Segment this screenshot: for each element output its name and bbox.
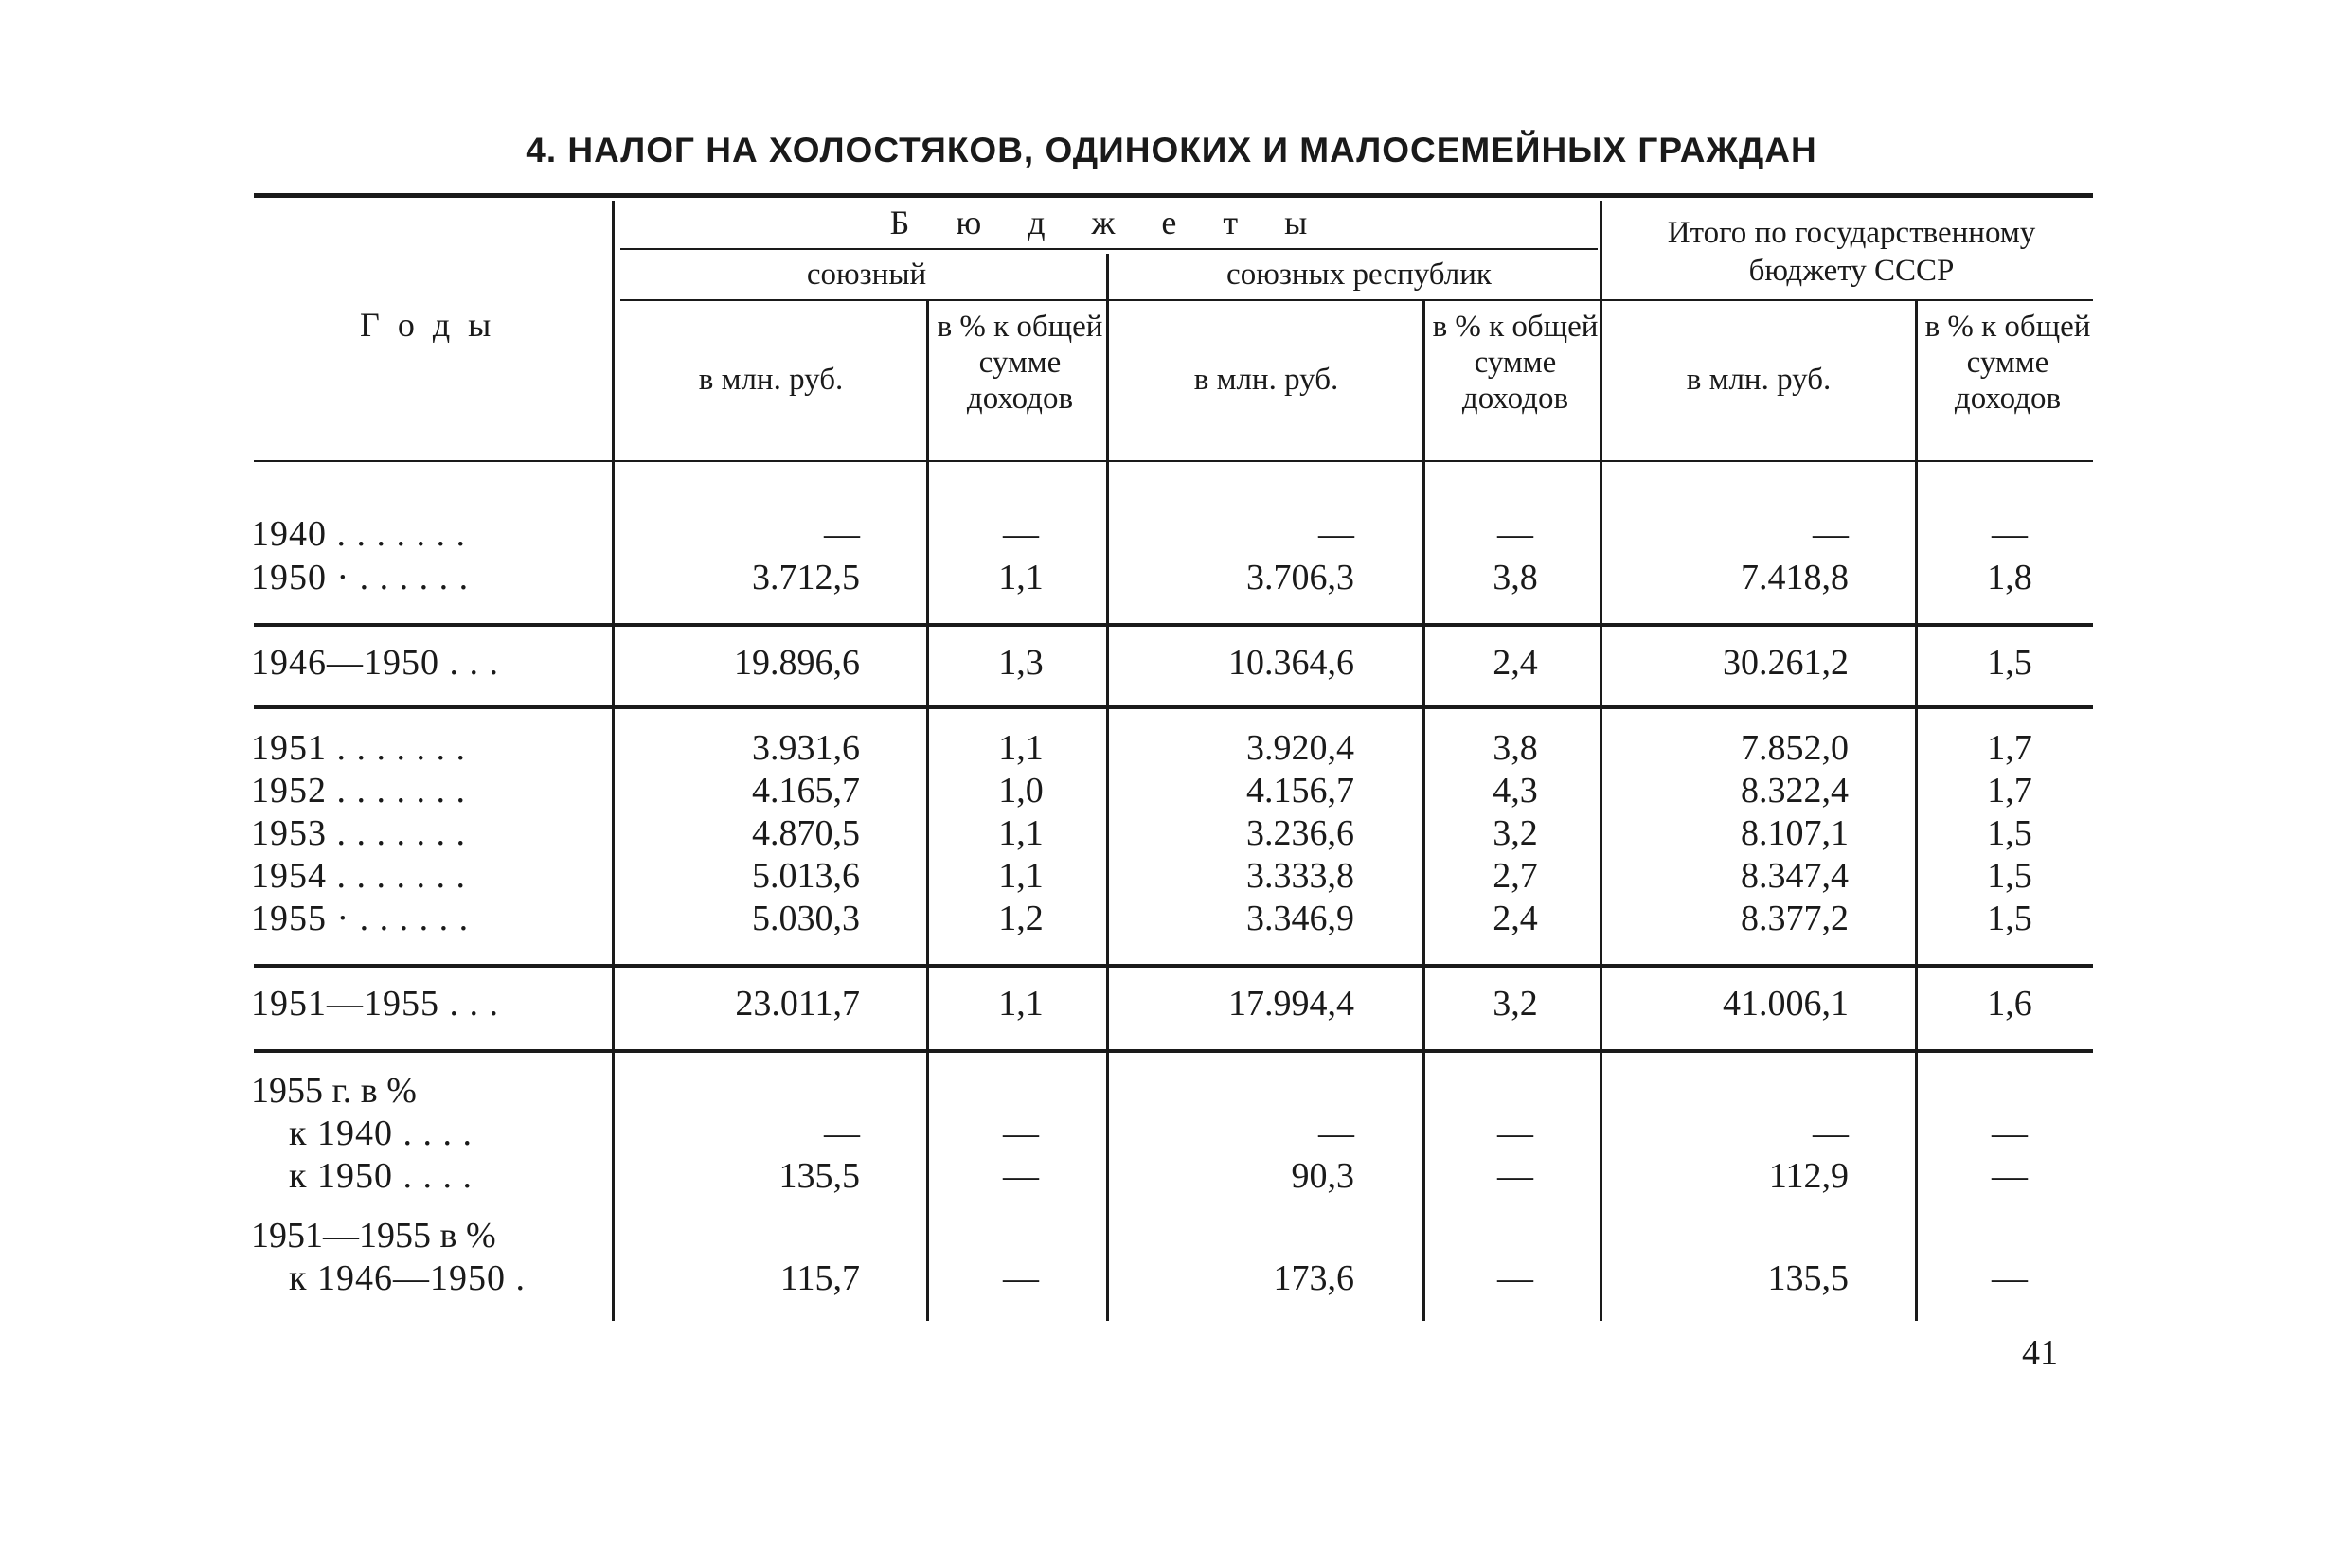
section-rule-1 bbox=[254, 623, 2093, 627]
header-republics-mln: в млн. руб. bbox=[1193, 363, 1339, 397]
table-cell: — bbox=[1813, 1114, 1849, 1153]
budgets-underline bbox=[620, 248, 1598, 250]
header-bottom-rule bbox=[254, 460, 2093, 462]
header-union-pct: в % к общей сумме доходов bbox=[937, 310, 1103, 416]
section-rule-4 bbox=[254, 1049, 2093, 1053]
table-cell: 1,2 bbox=[998, 899, 1044, 938]
group-label-1951-1955: 1951—1955 в % bbox=[251, 1216, 496, 1256]
table-cell: 1,7 bbox=[1987, 771, 2032, 811]
row-year-label: к 1950 . . . . bbox=[289, 1156, 473, 1196]
row-year-label: 1946—1950 . . . bbox=[251, 643, 499, 683]
table-cell: — bbox=[1003, 1258, 1039, 1298]
row-year-label: 1952 . . . . . . . bbox=[251, 771, 466, 811]
table-cell: 3.920,4 bbox=[1246, 728, 1354, 768]
table-cell: — bbox=[1318, 514, 1354, 554]
table-cell: 41.006,1 bbox=[1723, 984, 1849, 1024]
table-cell: 8.377,2 bbox=[1741, 899, 1849, 938]
col-divider-republics-pct bbox=[1422, 301, 1425, 1321]
table-cell: — bbox=[1992, 514, 2028, 554]
table-cell: 4.156,7 bbox=[1246, 771, 1354, 811]
header-republics: союзных республик bbox=[1226, 258, 1492, 292]
table-title: 4. НАЛОГ НА ХОЛОСТЯКОВ, ОДИНОКИХ И МАЛОСЕМЕЙНЫХ ГРАЖДАН bbox=[526, 131, 1817, 169]
table-cell: — bbox=[1497, 1114, 1533, 1153]
header-years: Г о д ы bbox=[360, 306, 496, 344]
header-total: Итого по государственному бюджету СССР bbox=[1667, 216, 2036, 288]
table-cell: 8.347,4 bbox=[1741, 856, 1849, 896]
table-cell: 2,4 bbox=[1493, 643, 1538, 683]
row-year-label: 1951—1955 . . . bbox=[251, 984, 499, 1024]
table-cell: 3.712,5 bbox=[752, 558, 860, 597]
subheader-rule bbox=[620, 299, 2093, 301]
table-cell: 3,2 bbox=[1493, 813, 1538, 853]
table-cell: 2,7 bbox=[1493, 856, 1538, 896]
table-cell: 19.896,6 bbox=[734, 643, 860, 683]
page-number: 41 bbox=[2022, 1333, 2058, 1373]
row-year-label: 1953 . . . . . . . bbox=[251, 813, 466, 853]
table-cell: 1,1 bbox=[998, 813, 1044, 853]
table-cell: 8.322,4 bbox=[1741, 771, 1849, 811]
table-cell: 1,1 bbox=[998, 728, 1044, 768]
table-cell: 1,3 bbox=[998, 643, 1044, 683]
table-cell: 1,5 bbox=[1987, 813, 2032, 853]
row-year-label: 1954 . . . . . . . bbox=[251, 856, 466, 896]
table-cell: 17.994,4 bbox=[1228, 984, 1354, 1024]
table-cell: 4.870,5 bbox=[752, 813, 860, 853]
table-cell: 4.165,7 bbox=[752, 771, 860, 811]
table-cell: — bbox=[1003, 1156, 1039, 1196]
table-cell: — bbox=[1992, 1114, 2028, 1153]
table-cell: 3.706,3 bbox=[1246, 558, 1354, 597]
table-cell: 1,7 bbox=[1987, 728, 2032, 768]
header-republics-pct: в % к общей сумме доходов bbox=[1432, 310, 1599, 416]
row-year-label: к 1940 . . . . bbox=[289, 1114, 473, 1153]
header-budgets: Б ю д ж е т ы bbox=[889, 204, 1327, 241]
header-union: союзный bbox=[806, 258, 927, 292]
row-year-label: 1955 · . . . . . . bbox=[251, 899, 470, 938]
table-cell: 1,1 bbox=[998, 984, 1044, 1024]
table-cell: 3.236,6 bbox=[1246, 813, 1354, 853]
table-cell: 4,3 bbox=[1493, 771, 1538, 811]
top-rule bbox=[254, 193, 2093, 198]
table-cell: 90,3 bbox=[1291, 1156, 1354, 1196]
table-cell: 135,5 bbox=[1767, 1258, 1849, 1298]
row-year-label: 1940 . . . . . . . bbox=[251, 514, 466, 554]
table-cell: 23.011,7 bbox=[735, 984, 860, 1024]
table-cell: 3,8 bbox=[1493, 558, 1538, 597]
table-cell: 1,0 bbox=[998, 771, 1044, 811]
col-divider-total-pct bbox=[1915, 301, 1918, 1321]
table-cell: — bbox=[824, 514, 860, 554]
table-cell: 1,1 bbox=[998, 558, 1044, 597]
header-total-pct: в % к общей сумме доходов bbox=[1924, 310, 2091, 416]
table-cell: 1,1 bbox=[998, 856, 1044, 896]
table-cell: 30.261,2 bbox=[1723, 643, 1849, 683]
table-cell: 5.013,6 bbox=[752, 856, 860, 896]
table-cell: 112,9 bbox=[1768, 1156, 1849, 1196]
table-cell: 8.107,1 bbox=[1741, 813, 1849, 853]
table-cell: — bbox=[1497, 514, 1533, 554]
table-cell: 1,8 bbox=[1987, 558, 2032, 597]
table-cell: 7.418,8 bbox=[1741, 558, 1849, 597]
table-cell: 1,5 bbox=[1987, 643, 2032, 683]
table-cell: 173,6 bbox=[1273, 1258, 1354, 1298]
row-year-label: к 1946—1950 . bbox=[289, 1258, 526, 1298]
section-rule-3 bbox=[254, 964, 2093, 968]
table-cell: 5.030,3 bbox=[752, 899, 860, 938]
table-cell: 3.931,6 bbox=[752, 728, 860, 768]
table-cell: 7.852,0 bbox=[1741, 728, 1849, 768]
table-cell: — bbox=[1003, 514, 1039, 554]
table-cell: 3,2 bbox=[1493, 984, 1538, 1024]
section-rule-2 bbox=[254, 705, 2093, 709]
table-cell: 1,5 bbox=[1987, 856, 2032, 896]
table-cell: — bbox=[1318, 1114, 1354, 1153]
header-union-mln: в млн. руб. bbox=[698, 363, 844, 397]
col-divider-union-pct bbox=[926, 301, 929, 1321]
table-cell: — bbox=[1813, 514, 1849, 554]
table-cell: — bbox=[824, 1114, 860, 1153]
table-cell: — bbox=[1992, 1156, 2028, 1196]
table-cell: — bbox=[1497, 1258, 1533, 1298]
table-cell: — bbox=[1003, 1114, 1039, 1153]
table-cell: — bbox=[1992, 1258, 2028, 1298]
table-cell: 1,5 bbox=[1987, 899, 2032, 938]
table-cell: 3.346,9 bbox=[1246, 899, 1354, 938]
table-cell: 1,6 bbox=[1987, 984, 2032, 1024]
table-cell: 2,4 bbox=[1493, 899, 1538, 938]
table-cell: 10.364,6 bbox=[1228, 643, 1354, 683]
header-total-mln: в млн. руб. bbox=[1686, 363, 1832, 397]
table-cell: 3.333,8 bbox=[1246, 856, 1354, 896]
group-label-1955: 1955 г. в % bbox=[251, 1071, 417, 1111]
table-cell: 135,5 bbox=[778, 1156, 860, 1196]
row-year-label: 1950 · . . . . . . bbox=[251, 558, 470, 597]
table-cell: — bbox=[1497, 1156, 1533, 1196]
table-cell: 3,8 bbox=[1493, 728, 1538, 768]
table-cell: 115,7 bbox=[779, 1258, 860, 1298]
row-year-label: 1951 . . . . . . . bbox=[251, 728, 466, 768]
